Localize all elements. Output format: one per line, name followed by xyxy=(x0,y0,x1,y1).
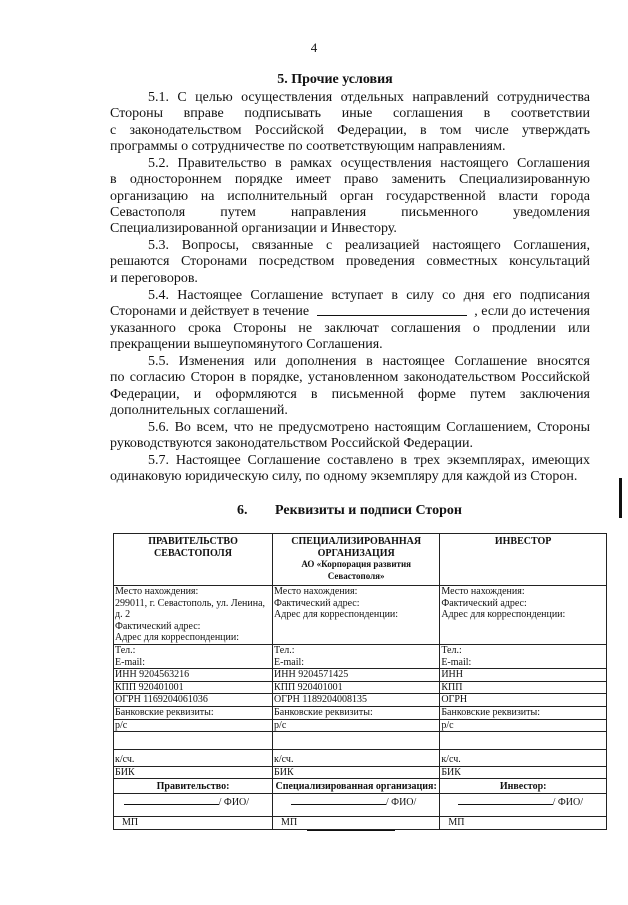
cell-bik: БИК xyxy=(114,766,273,779)
text-line: одинаковую юридическую силу, по одному экземпляру для каждой из Сторон. xyxy=(110,469,578,485)
text-line: 5.2. Правительство в рамках осуществления настоящего Соглашения xyxy=(148,156,590,171)
text-line: прекращении вышеупомянутого Соглашения. xyxy=(110,336,383,352)
text-line: Специализированной организации и Инвестору. xyxy=(110,221,397,237)
cell-rs: р/с xyxy=(114,719,273,732)
footer-rule xyxy=(307,830,395,831)
cell-ogrn: ОГРН 1169204061036 xyxy=(114,694,273,707)
table-row-ks xyxy=(114,750,607,767)
cell-signature xyxy=(273,793,440,816)
text-line: Севастополя путем направления письменного уведомления xyxy=(110,204,590,220)
text-line: 5.5. Изменения или дополнения в настоящее Соглашение вносятся xyxy=(148,354,590,369)
text-line: решаются Сторонами посредством проведения совместных консультаций xyxy=(110,254,590,270)
text-line: организацию на исполнительный орган государственной власти города xyxy=(110,188,590,204)
fio-label: / ФИО/ xyxy=(552,796,583,808)
table-row-kpp xyxy=(114,681,607,694)
cell-rs: р/с xyxy=(440,719,607,732)
text-line: указанного срока Стороны не заключат соглашения о продлении или xyxy=(110,320,590,336)
paragraph-5-4 xyxy=(110,288,590,353)
paragraph-5-2 xyxy=(110,156,590,237)
table-row-bank xyxy=(114,706,607,719)
paragraph-5-1 xyxy=(110,90,590,155)
cell-contacts: Тел.: E-mail: xyxy=(440,644,607,668)
paragraph-5-6 xyxy=(110,420,590,453)
term-blank xyxy=(317,304,467,316)
signature-line xyxy=(458,794,553,805)
cell-inn: ИНН xyxy=(440,669,607,682)
text-line: в одностороннем порядке имеет право заменить Специализированную xyxy=(110,172,590,188)
cell-stamp: МП xyxy=(273,816,440,829)
requisites-table xyxy=(113,533,607,830)
cell-bank: Банковские реквизиты: xyxy=(273,706,440,719)
table-row-ogrn xyxy=(114,694,607,707)
page-number: 4 xyxy=(310,40,318,55)
text-line: по согласию Сторон в порядке, установленном законодательством Российской xyxy=(110,370,590,386)
text-fragment: Сторонами и действует в течение xyxy=(110,304,310,320)
text-line: 5.4. Настоящее Соглашение вступает в силу со дня его подписания xyxy=(148,288,590,303)
section-6-number: 6. xyxy=(237,503,248,518)
table-row-empty xyxy=(114,732,607,750)
table-row-stamp xyxy=(114,816,607,829)
header-investor: ИНВЕСТОР xyxy=(440,534,607,586)
cell-empty xyxy=(273,732,440,750)
section-6-heading: Реквизиты и подписи Сторон xyxy=(275,503,462,518)
cell-inn: ИНН 9204571425 xyxy=(273,669,440,682)
fio-label: / ФИО/ xyxy=(218,796,250,808)
signature-line xyxy=(124,794,219,805)
cell-address: Место нахождения: Фактический адрес: Адрес для корреспонденции: xyxy=(273,586,440,645)
header-specialized-org: СПЕЦИАЛИЗИРОВАННАЯ ОРГАНИЗАЦИЯ АО «Корпорация развития Севастополя» xyxy=(273,534,440,586)
text-line: 5.7. Настоящее Соглашение составлено в трех экземплярах, имеющих xyxy=(148,453,590,468)
paragraph-5-3 xyxy=(110,238,590,287)
cell-ks: к/сч. xyxy=(273,750,440,767)
fio-label: / ФИО/ xyxy=(385,796,417,808)
cell-bank: Банковские реквизиты: xyxy=(440,706,607,719)
header-government: ПРАВИТЕЛЬСТВО СЕВАСТОПОЛЯ xyxy=(114,534,273,586)
cell-ks: к/сч. xyxy=(440,750,607,767)
cell-contacts: Тел.: E-mail: xyxy=(114,644,273,668)
cell-stamp: МП xyxy=(114,816,273,829)
cell-address: Место нахождения: 299011, г. Севастополь, ул. Ленина, д. 2 Фактический адрес: Адрес для корреспонденции: xyxy=(114,586,273,645)
cell-empty xyxy=(440,732,607,750)
cell-bik: БИК xyxy=(273,766,440,779)
table-row-signature xyxy=(114,793,607,816)
cell-ogrn: ОГРН xyxy=(440,694,607,707)
text-line: и переговоров. xyxy=(110,270,198,286)
section-5-title: 5. Прочие условия xyxy=(277,72,393,87)
cell-empty xyxy=(114,732,273,750)
table-header-row xyxy=(114,534,607,586)
cell-signer: Правительство: xyxy=(114,779,273,794)
text-line: 5.1. С целью осуществления отдельных направлений сотрудничества xyxy=(148,90,590,105)
paragraph-5-7 xyxy=(110,453,590,486)
paragraph-5-5 xyxy=(110,354,590,419)
cell-bik: БИК xyxy=(440,766,607,779)
text-line: с законодательством Российской Федерации, в том числе утверждать xyxy=(110,122,590,138)
cell-contacts: Тел.: E-mail: xyxy=(273,644,440,668)
cell-ogrn: ОГРН 1189204008135 xyxy=(273,694,440,707)
text-fragment: , если до истечения xyxy=(474,304,590,320)
text-line: Стороны вправе подписывать иные соглашения в соответствии xyxy=(110,106,590,122)
table-row-bik xyxy=(114,766,607,779)
cell-signer: Специализированная организация: xyxy=(273,779,440,794)
cell-address: Место нахождения: Фактический адрес: Адрес для корреспонденции: xyxy=(440,586,607,645)
cell-kpp: КПП xyxy=(440,681,607,694)
cell-signature xyxy=(114,793,273,816)
cell-kpp: КПП 920401001 xyxy=(114,681,273,694)
table-row-rs xyxy=(114,719,607,732)
cell-bank: Банковские реквизиты: xyxy=(114,706,273,719)
cell-rs: р/с xyxy=(273,719,440,732)
table-row-signers xyxy=(114,779,607,794)
text-line: 5.6. Во всем, что не предусмотрено настоящим Соглашением, Стороны xyxy=(148,420,590,435)
text-line: программы о сотрудничестве по соответствующим направлениям. xyxy=(110,138,506,154)
cell-ks: к/сч. xyxy=(114,750,273,767)
cell-kpp: КПП 920401001 xyxy=(273,681,440,694)
cell-signer: Инвестор: xyxy=(440,779,607,794)
text-line xyxy=(110,304,590,320)
cell-inn: ИНН 9204563216 xyxy=(114,669,273,682)
cell-signature xyxy=(440,793,607,816)
table-row-inn xyxy=(114,669,607,682)
text-line: дополнительных соглашений. xyxy=(110,402,288,418)
cell-stamp: МП xyxy=(440,816,607,829)
text-line: Федерации, и оформляются в письменной форме путем заключения xyxy=(110,386,590,402)
text-line: руководствуются законодательством Российской Федерации. xyxy=(110,436,473,452)
scan-edge-mark xyxy=(619,478,622,518)
table-row-address xyxy=(114,586,607,645)
text-line: 5.3. Вопросы, связанные с реализацией настоящего Соглашения, xyxy=(148,238,590,253)
table-row-contacts xyxy=(114,644,607,668)
signature-line xyxy=(291,794,386,805)
